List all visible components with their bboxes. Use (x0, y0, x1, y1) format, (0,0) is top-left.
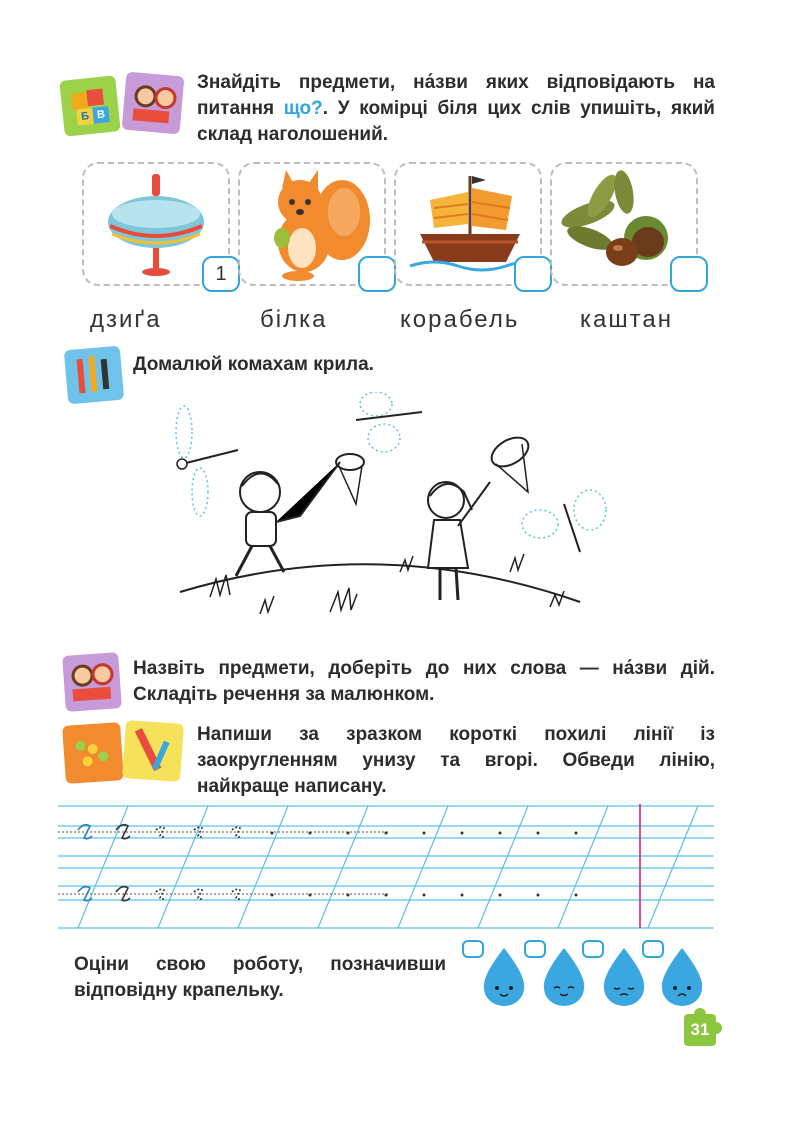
children-catching-insects-illustration (160, 392, 620, 632)
children-reading-icon (62, 652, 122, 712)
card-spinning-top (82, 162, 230, 286)
water-drop-icon[interactable] (480, 946, 528, 1008)
water-drop-icon[interactable] (540, 946, 588, 1008)
word-label: білка (260, 306, 328, 333)
page-number-badge (684, 1010, 722, 1048)
card-squirrel (238, 162, 386, 286)
word-label: дзиґа (90, 306, 162, 333)
stress-answer-box[interactable]: 1 (202, 256, 240, 292)
task2-text: Домалюй комахам крила. (133, 354, 374, 375)
word-label: каштан (580, 306, 673, 333)
task3-text: Назвіть предмети, доберіть до них слова — на́зви дій. Складіть речення за малюнком. (133, 658, 715, 705)
assessment-text: Оціни свою роботу, позначивши відповідну крапельку. (74, 954, 446, 1001)
handwriting-practice-lines[interactable] (58, 804, 714, 930)
task1-text: Знайдіть предмети, на́зви яких відповідають на питання що?. У комірці біля цих слів упишіть, який склад наголошений. (197, 72, 715, 145)
abc-blocks-icon: Б В (59, 75, 121, 137)
water-drop-icon[interactable] (658, 946, 706, 1008)
paint-brushes-icon (64, 346, 124, 405)
page-number: 31 (690, 1020, 710, 1039)
water-drop-icon[interactable] (600, 946, 648, 1008)
stress-answer-box[interactable] (670, 256, 708, 292)
card-chestnut (550, 162, 698, 286)
task4-text: Напиши за зразком короткі похилі лінії із заокругленням унизу та вгорі. Обведи лінію, найкраще написану. (197, 724, 715, 797)
card-ship (394, 162, 542, 286)
beads-counting-icon (62, 722, 124, 784)
children-reading-icon (122, 72, 185, 135)
word-label: корабель (400, 306, 520, 333)
pencil-icon (122, 720, 184, 782)
stress-answer-box[interactable] (514, 256, 552, 292)
stress-answer-box[interactable] (358, 256, 396, 292)
